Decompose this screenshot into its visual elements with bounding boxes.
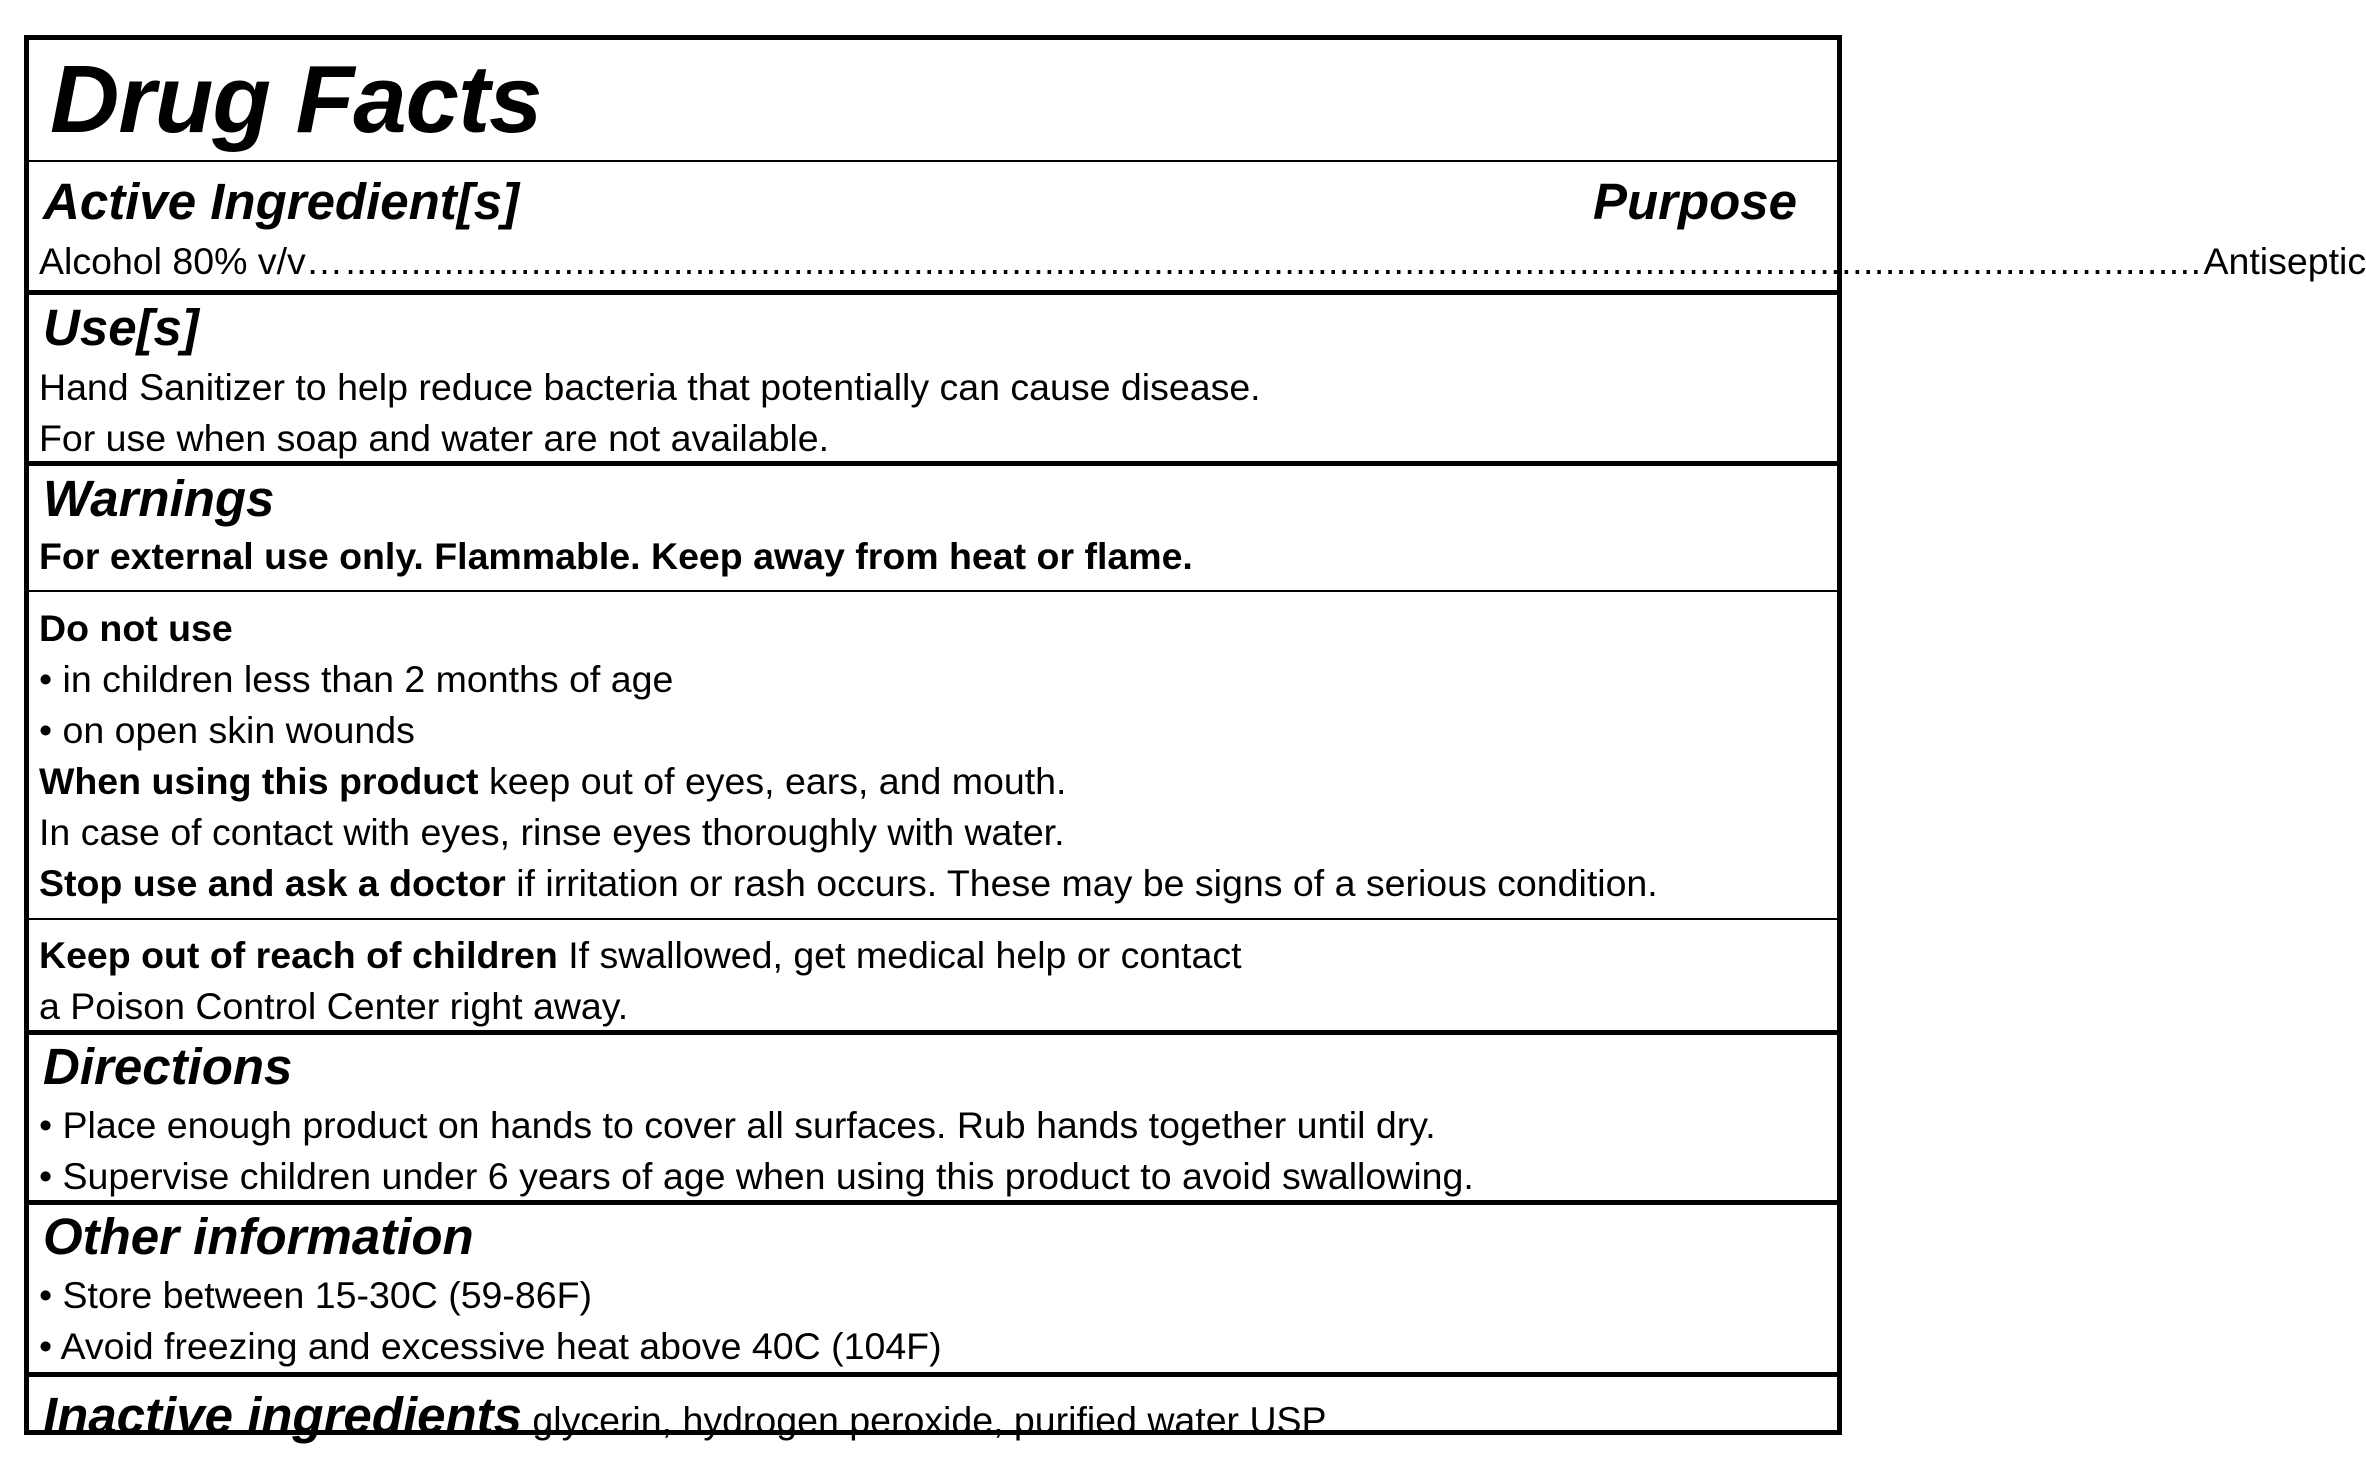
title-divider bbox=[29, 160, 1837, 162]
inactive-ingredients-line bbox=[43, 1387, 1327, 1444]
ingredient-purpose: Antiseptic bbox=[2203, 240, 2366, 282]
keep-out-line bbox=[39, 934, 1242, 976]
uses-line: For use when soap and water are not available. bbox=[39, 417, 830, 459]
uses-heading: Use[s] bbox=[43, 299, 199, 356]
do-not-use-item: • on open skin wounds bbox=[39, 709, 415, 751]
directions-heading: Directions bbox=[43, 1038, 293, 1095]
other-information-item: • Avoid freezing and excessive heat above 40C (104F) bbox=[39, 1325, 942, 1367]
section-divider bbox=[29, 1030, 1837, 1035]
section-divider bbox=[29, 461, 1837, 466]
keep-out-label: Keep out of reach of children bbox=[39, 934, 558, 976]
directions-item: • Place enough product on hands to cover all surfaces. Rub hands together until dry. bbox=[39, 1104, 1436, 1146]
other-information-heading: Other information bbox=[43, 1208, 474, 1265]
inactive-ingredients-text: glycerin, hydrogen peroxide, purified water USP bbox=[521, 1399, 1327, 1441]
dot-leader: .......................................................................................................................................................................... bbox=[345, 240, 2202, 282]
when-using-line bbox=[39, 760, 1067, 802]
directions-item: • Supervise children under 6 years of age when using this product to avoid swallowing. bbox=[39, 1155, 1474, 1197]
inactive-ingredients-heading: Inactive ingredients bbox=[43, 1387, 522, 1444]
purpose-heading: Purpose bbox=[1592, 173, 1797, 230]
stop-use-label: Stop use and ask a doctor bbox=[39, 862, 506, 904]
when-using-label: When using this product bbox=[39, 760, 479, 802]
other-information-item: • Store between 15-30C (59-86F) bbox=[39, 1274, 592, 1316]
ingredient-name: Alcohol 80% v/v… bbox=[39, 240, 344, 282]
do-not-use-item: • in children less than 2 months of age bbox=[39, 658, 674, 700]
active-ingredient-heading: Active Ingredient[s] bbox=[43, 173, 520, 230]
contact-instruction: In case of contact with eyes, rinse eyes thoroughly with water. bbox=[39, 811, 1065, 853]
drug-facts-panel bbox=[24, 35, 2366, 1444]
do-not-use-heading: Do not use bbox=[39, 607, 233, 649]
flammable-warning: For external use only. Flammable. Keep away from heat or flame. bbox=[39, 535, 1193, 577]
ingredient-row bbox=[39, 240, 2366, 287]
section-divider bbox=[29, 290, 1837, 295]
when-using-text: keep out of eyes, ears, and mouth. bbox=[478, 760, 1067, 802]
warnings-divider bbox=[29, 590, 1837, 592]
uses-line: Hand Sanitizer to help reduce bacteria that potentially can cause disease. bbox=[39, 366, 1261, 408]
section-divider bbox=[29, 1200, 1837, 1205]
panel-title: Drug Facts bbox=[50, 46, 542, 153]
keep-out-text: If swallowed, get medical help or contact bbox=[557, 934, 1242, 976]
section-divider bbox=[29, 1372, 1837, 1377]
poison-control-line: a Poison Control Center right away. bbox=[39, 985, 629, 1027]
warnings-heading: Warnings bbox=[43, 470, 275, 527]
warnings-divider bbox=[29, 918, 1837, 920]
stop-use-text: if irritation or rash occurs. These may be signs of a serious condition. bbox=[505, 862, 1658, 904]
stop-use-line bbox=[39, 862, 1658, 904]
